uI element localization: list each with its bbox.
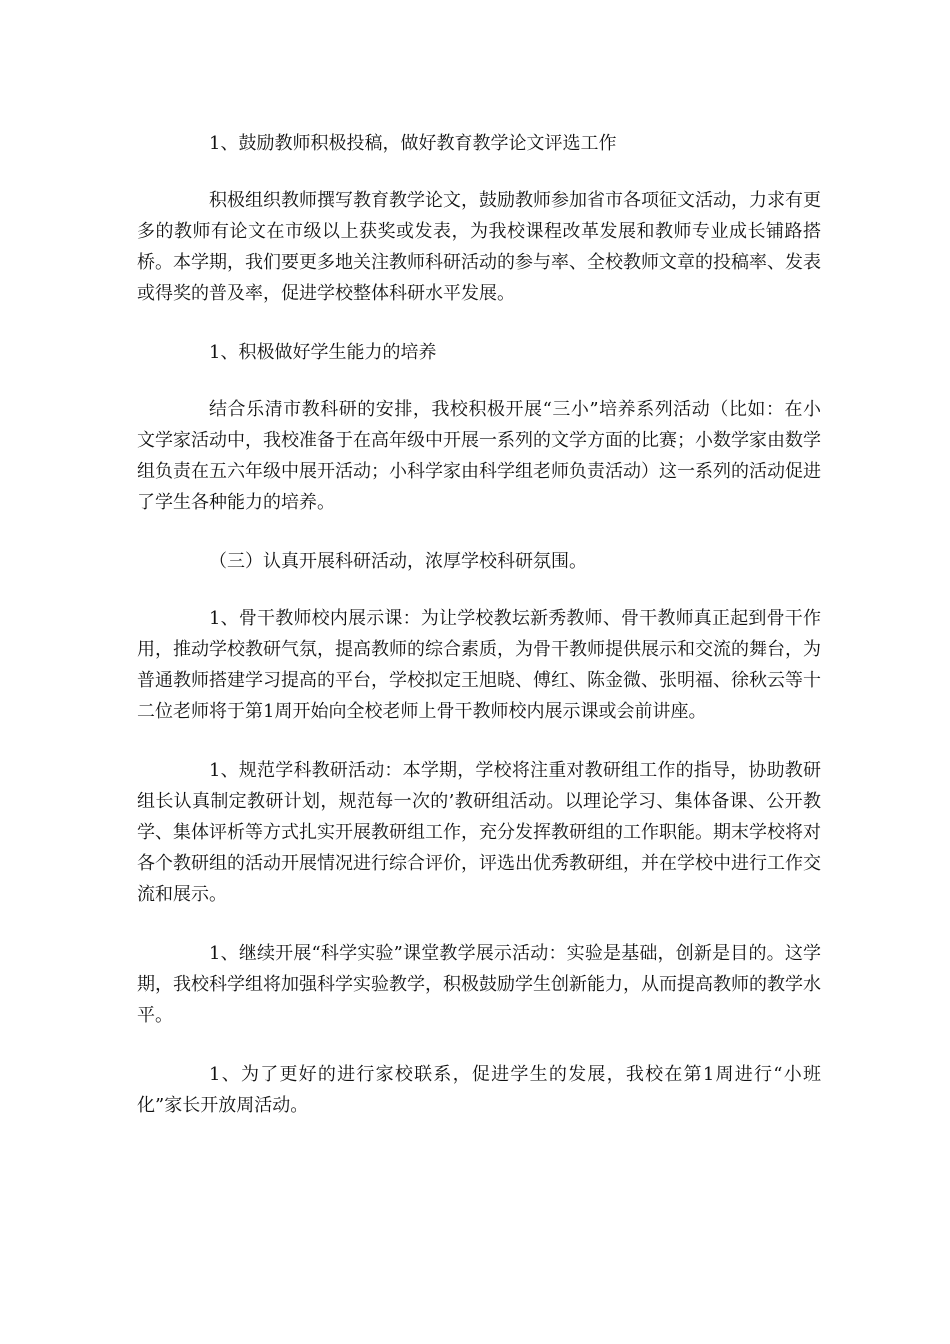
section-heading-contribute-papers: 1、鼓励教师积极投稿，做好教育教学论文评选工作: [209, 133, 617, 154]
paragraph-three-small-activities: 结合乐清市教科研的安排，我校积极开展“三小”培养系列活动（比如：在小文学家活动中，我校准备于在高年级中开展一系列的文学方面的比赛；小数学家由数学组负责在五六年级中展开活动；小科学家由科学组老师负责活动）这一系列的活动促进了学生各种能力的培养。: [137, 399, 821, 513]
paragraph-parent-open-week: 1、为了更好的进行家校联系，促进学生的发展，我校在第1周进行“小班化”家长开放周活动。: [137, 1064, 821, 1116]
paragraph-subject-research-activities: 1、规范学科教研活动：本学期，学校将注重对教研组工作的指导，协助教研组长认真制定教研计划，规范每一次的’教研组活动。以理论学习、集体备课、公开教学、集体评析等方式扎实开展教研组工作，充分发挥教研组的工作职能。期末学校将对各个教研组的活动开展情况进行综合评价，评选出优秀教研组，并在学校中进行工作交流和展示。: [137, 760, 821, 905]
section-heading-student-abilities: 1、积极做好学生能力的培养: [209, 342, 437, 363]
paragraph-science-experiment-lessons: 1、继续开展“科学实验”课堂教学展示活动：实验是基础，创新是目的。这学期，我校科学组将加强科学实验教学，积极鼓励学生创新能力，从而提高教师的教学水平。: [137, 943, 821, 1026]
paragraph-backbone-teacher-lessons: 1、骨干教师校内展示课：为让学校教坛新秀教师、骨干教师真正起到骨干作用，推动学校教研气氛，提高教师的综合素质，为骨干教师提供展示和交流的舞台，为普通教师搭建学习提高的平台，学校拟定王旭晓、傅红、陈金微、张明福、徐秋云等十二位老师将于第1周开始向全校老师上骨干教师校内展示课或会前讲座。: [137, 608, 821, 722]
paragraph-paper-writing: 积极组织教师撰写教育教学论文，鼓励教师参加省市各项征文活动，力求有更多的教师有论文在市级以上获奖或发表，为我校课程改革发展和教师专业成长铺路搭桥。本学期，我们要更多地关注教师科研活动的参与率、全校教师文章的投稿率、发表或得奖的普及率，促进学校整体科研水平发展。: [137, 190, 821, 304]
document-body: [137, 128, 821, 1121]
section-heading-research-activities: （三）认真开展科研活动，浓厚学校科研氛围。: [209, 551, 587, 572]
